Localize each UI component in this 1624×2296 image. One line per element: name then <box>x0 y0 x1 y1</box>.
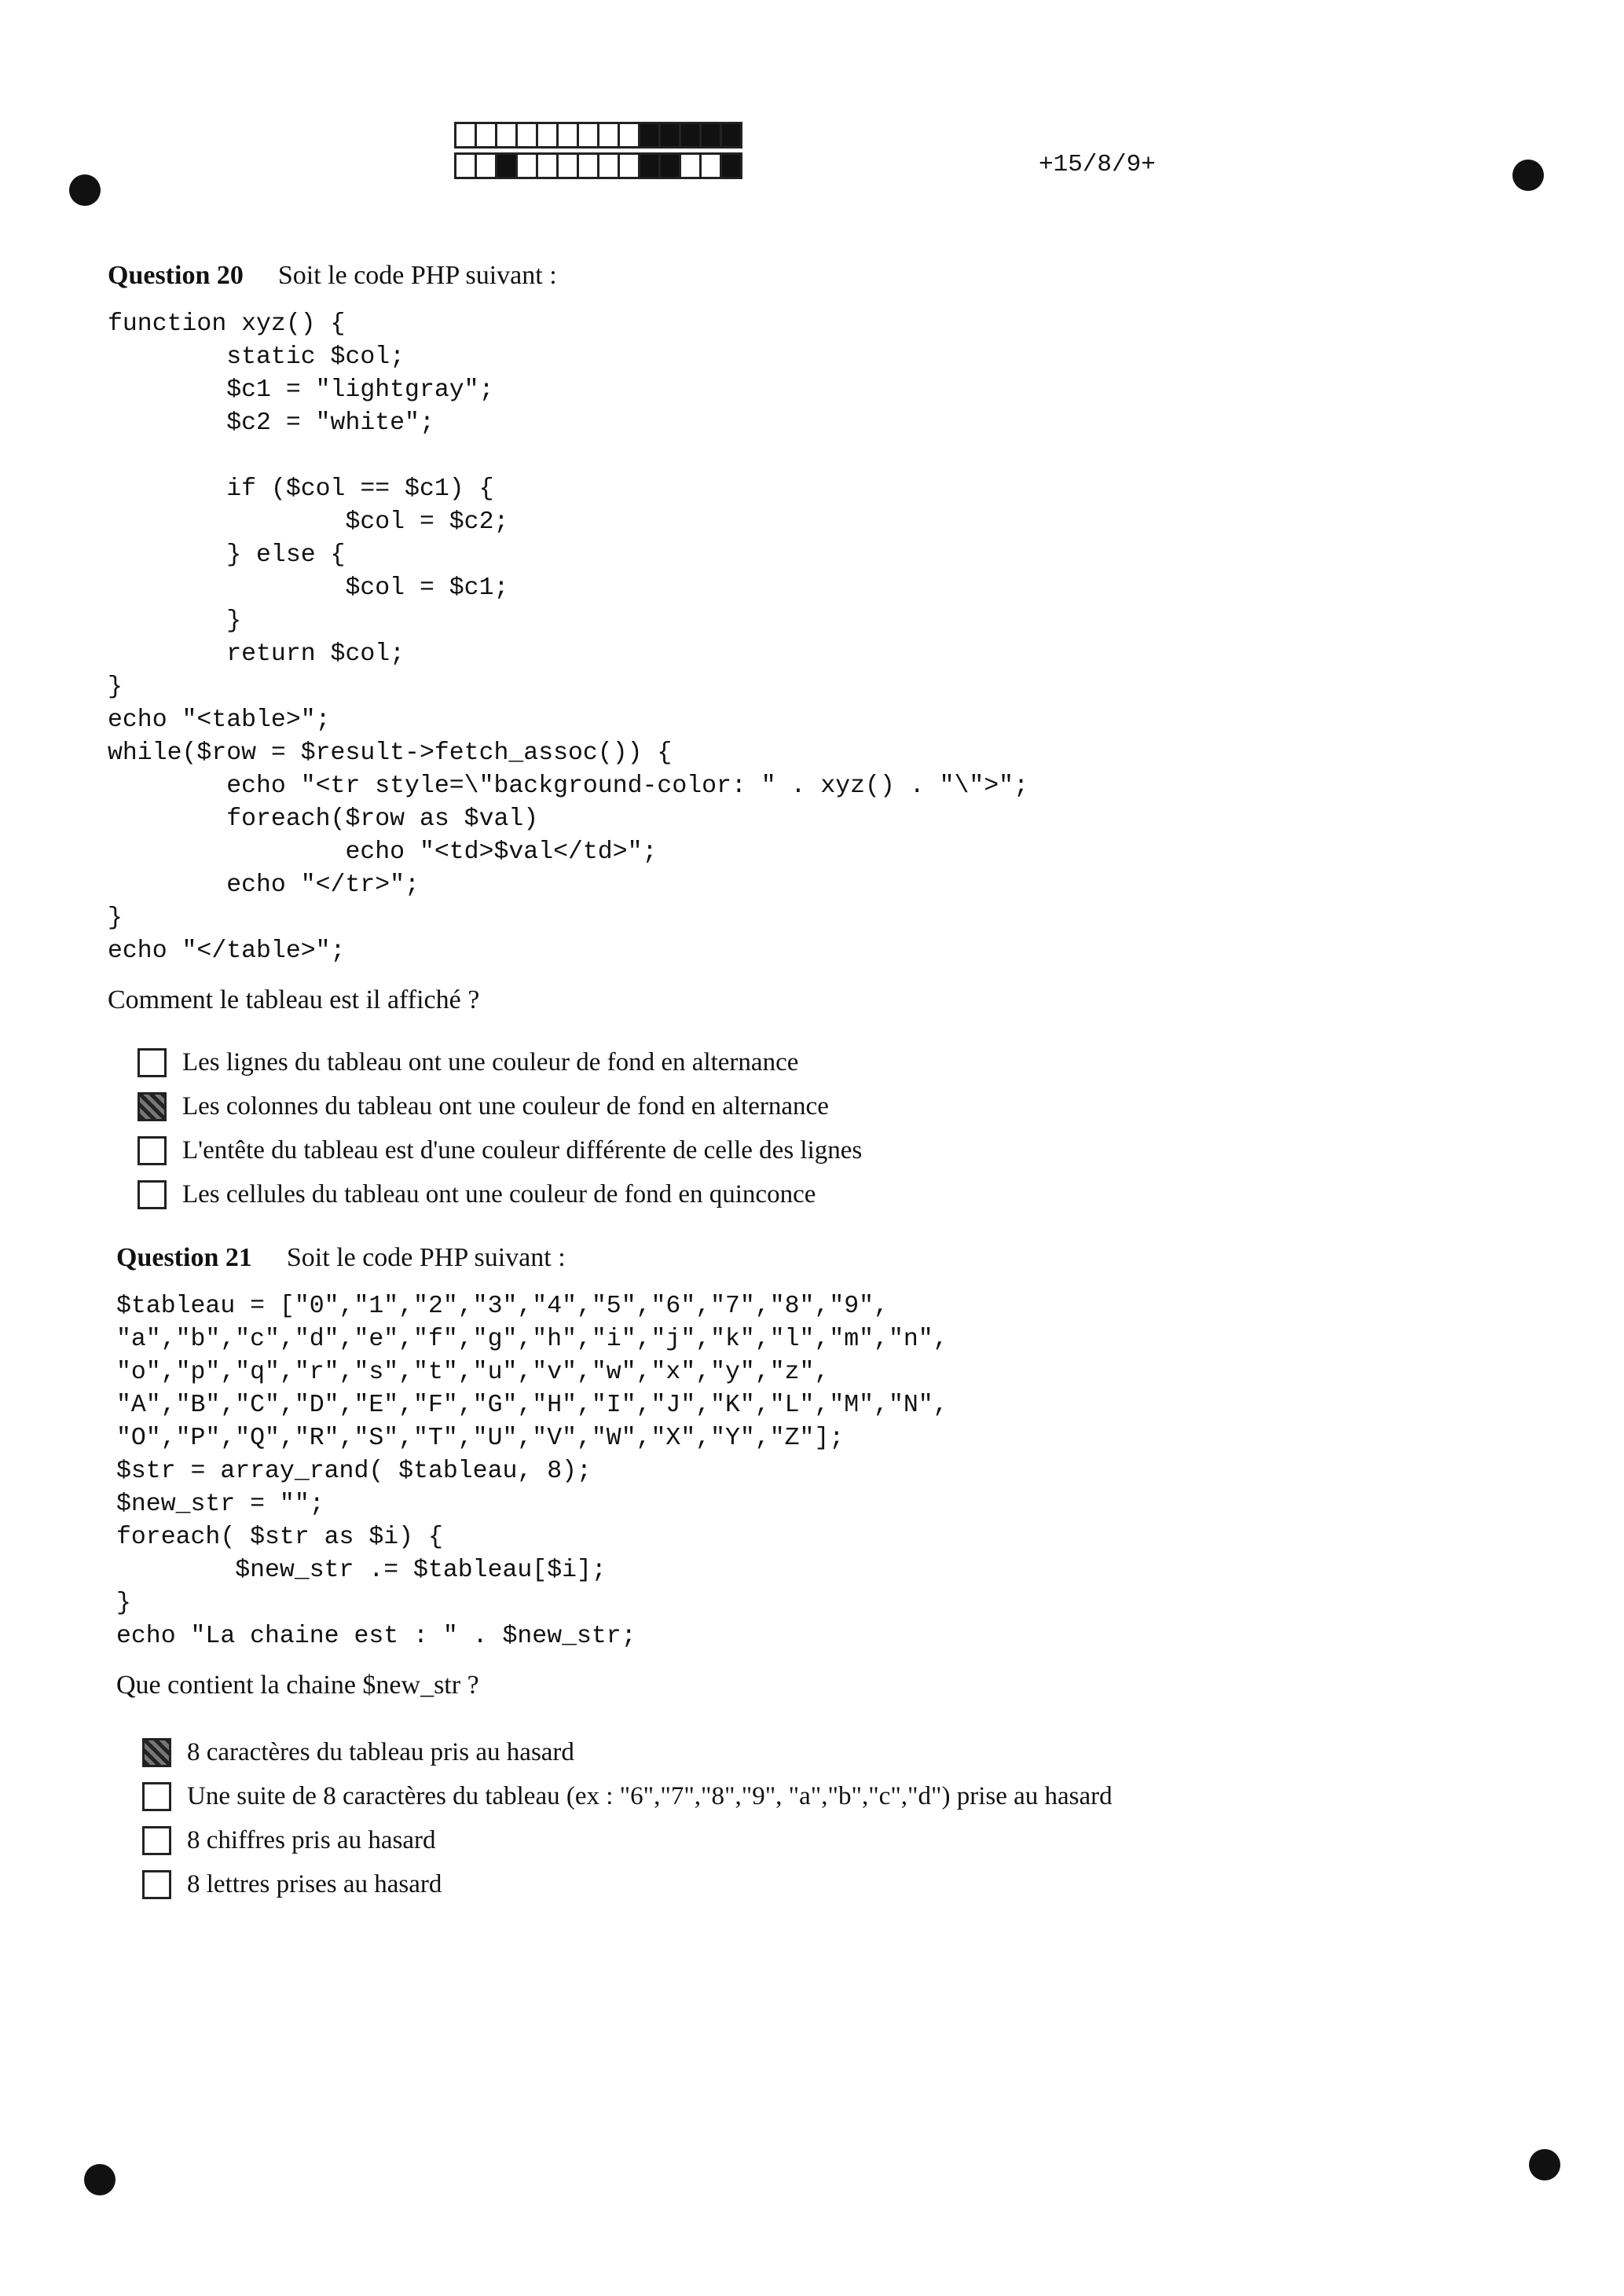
answer-checkbox[interactable] <box>142 1870 171 1899</box>
answer-checkbox[interactable] <box>142 1738 171 1767</box>
answer-option[interactable] <box>142 1862 1113 1906</box>
registration-mark-bottom-left <box>84 2164 115 2195</box>
barcode-cell <box>699 152 722 179</box>
answer-option[interactable] <box>137 1084 862 1128</box>
answer-option[interactable] <box>137 1128 862 1172</box>
code-block: $tableau = ["0","1","2","3","4","5","6","7","8","9", "a","b","c","d","e","f","g","h","i","j","k","l","m","n", "o","p","q","r","s","t","u","v","w","x","y","z", "A","B","C","D","E","F","G","H","I","J","K","L","M","N", "O","P","Q","R","S","T","U","V","W","X","Y","Z"]; $str = array_rand( $tableau, 8); $new_str = ""; foreach( $str as $i) { $new_str .= $tableau[$i]; } echo "La chaine est : " . $new_str; <box>116 1293 948 1650</box>
barcode-cell <box>577 122 599 149</box>
answer-option[interactable] <box>142 1774 1113 1818</box>
barcode-cell <box>597 152 620 179</box>
question-number: Question 21 <box>116 1243 252 1272</box>
barcode-cell <box>679 122 702 149</box>
answer-option[interactable] <box>137 1040 862 1084</box>
barcode-cell <box>720 122 742 149</box>
question-21 <box>116 1243 948 1700</box>
answer-label: Une suite de 8 caractères du tableau (ex : "6","7","8","9", "a","b","c","d") prise au hasard <box>187 1781 1113 1810</box>
barcode-cell <box>556 122 579 149</box>
answer-label: 8 caractères du tableau pris au hasard <box>187 1737 574 1766</box>
page-id: +15/8/9+ <box>1039 151 1156 178</box>
barcode-cell <box>658 122 681 149</box>
barcode-cell <box>658 152 681 179</box>
question-prompt: Que contient la chaine $new_str ? <box>116 1671 479 1700</box>
page-barcode <box>454 122 740 183</box>
barcode-cell <box>720 152 742 179</box>
registration-mark-bottom-right <box>1529 2149 1560 2180</box>
barcode-cell <box>536 152 559 179</box>
registration-mark-top-right <box>1512 160 1544 191</box>
barcode-cell <box>515 152 538 179</box>
barcode-cell <box>475 122 497 149</box>
answer-label: L'entête du tableau est d'une couleur différente de celle des lignes <box>182 1135 863 1165</box>
barcode-cell <box>618 122 640 149</box>
question-intro: Soit le code PHP suivant : <box>286 1243 566 1272</box>
question-20 <box>108 261 1028 1015</box>
barcode-cell <box>454 152 477 179</box>
barcode-cell <box>597 122 620 149</box>
answer-checkbox[interactable] <box>142 1826 171 1855</box>
barcode-row-2 <box>454 152 740 179</box>
registration-mark-top-left <box>69 174 101 206</box>
barcode-cell <box>618 152 640 179</box>
answer-checkbox[interactable] <box>137 1048 167 1077</box>
barcode-cell <box>475 152 497 179</box>
barcode-cell <box>679 152 702 179</box>
answer-checkbox[interactable] <box>142 1782 171 1811</box>
barcode-cell <box>515 122 538 149</box>
answer-option[interactable] <box>142 1818 1113 1862</box>
answer-option[interactable] <box>137 1172 862 1216</box>
answer-label: 8 lettres prises au hasard <box>187 1869 442 1898</box>
question-header <box>108 261 1028 291</box>
answer-label: Les cellules du tableau ont une couleur de fond en quinconce <box>182 1179 816 1209</box>
question-number: Question 20 <box>108 261 244 290</box>
question-header <box>116 1243 948 1273</box>
answers-question-21 <box>142 1730 1113 1906</box>
answer-checkbox[interactable] <box>137 1092 167 1121</box>
barcode-cell <box>495 122 518 149</box>
answer-label: Les colonnes du tableau ont une couleur de fond en alternance <box>182 1091 829 1120</box>
barcode-cell <box>454 122 477 149</box>
answer-option[interactable] <box>142 1730 1113 1774</box>
answer-checkbox[interactable] <box>137 1136 167 1165</box>
answer-label: Les lignes du tableau ont une couleur de fond en alternance <box>182 1047 799 1076</box>
answer-checkbox[interactable] <box>137 1180 167 1209</box>
barcode-cell <box>699 122 722 149</box>
barcode-cell <box>638 122 661 149</box>
barcode-row-1 <box>454 122 740 149</box>
answers-question-20 <box>137 1040 862 1216</box>
question-intro: Soit le code PHP suivant : <box>277 261 557 290</box>
code-block: function xyz() { static $col; $c1 = "lightgray"; $c2 = "white"; if ($col == $c1) { $col = $c2; } else { $col = $c1; } return $col; } echo "<table>"; while($row = $result->fetch_assoc()) { echo "<tr style=\"background-color: " . xyz() . "\">"; foreach($row as $val) echo "<td>$val</td>"; echo "</tr>"; } echo "</table>"; <box>108 310 1028 965</box>
question-prompt: Comment le tableau est il affiché ? <box>108 985 480 1014</box>
barcode-cell <box>638 152 661 179</box>
barcode-cell <box>577 152 599 179</box>
answer-label: 8 chiffres pris au hasard <box>187 1825 436 1854</box>
barcode-cell <box>536 122 559 149</box>
barcode-cell <box>495 152 518 179</box>
barcode-cell <box>556 152 579 179</box>
